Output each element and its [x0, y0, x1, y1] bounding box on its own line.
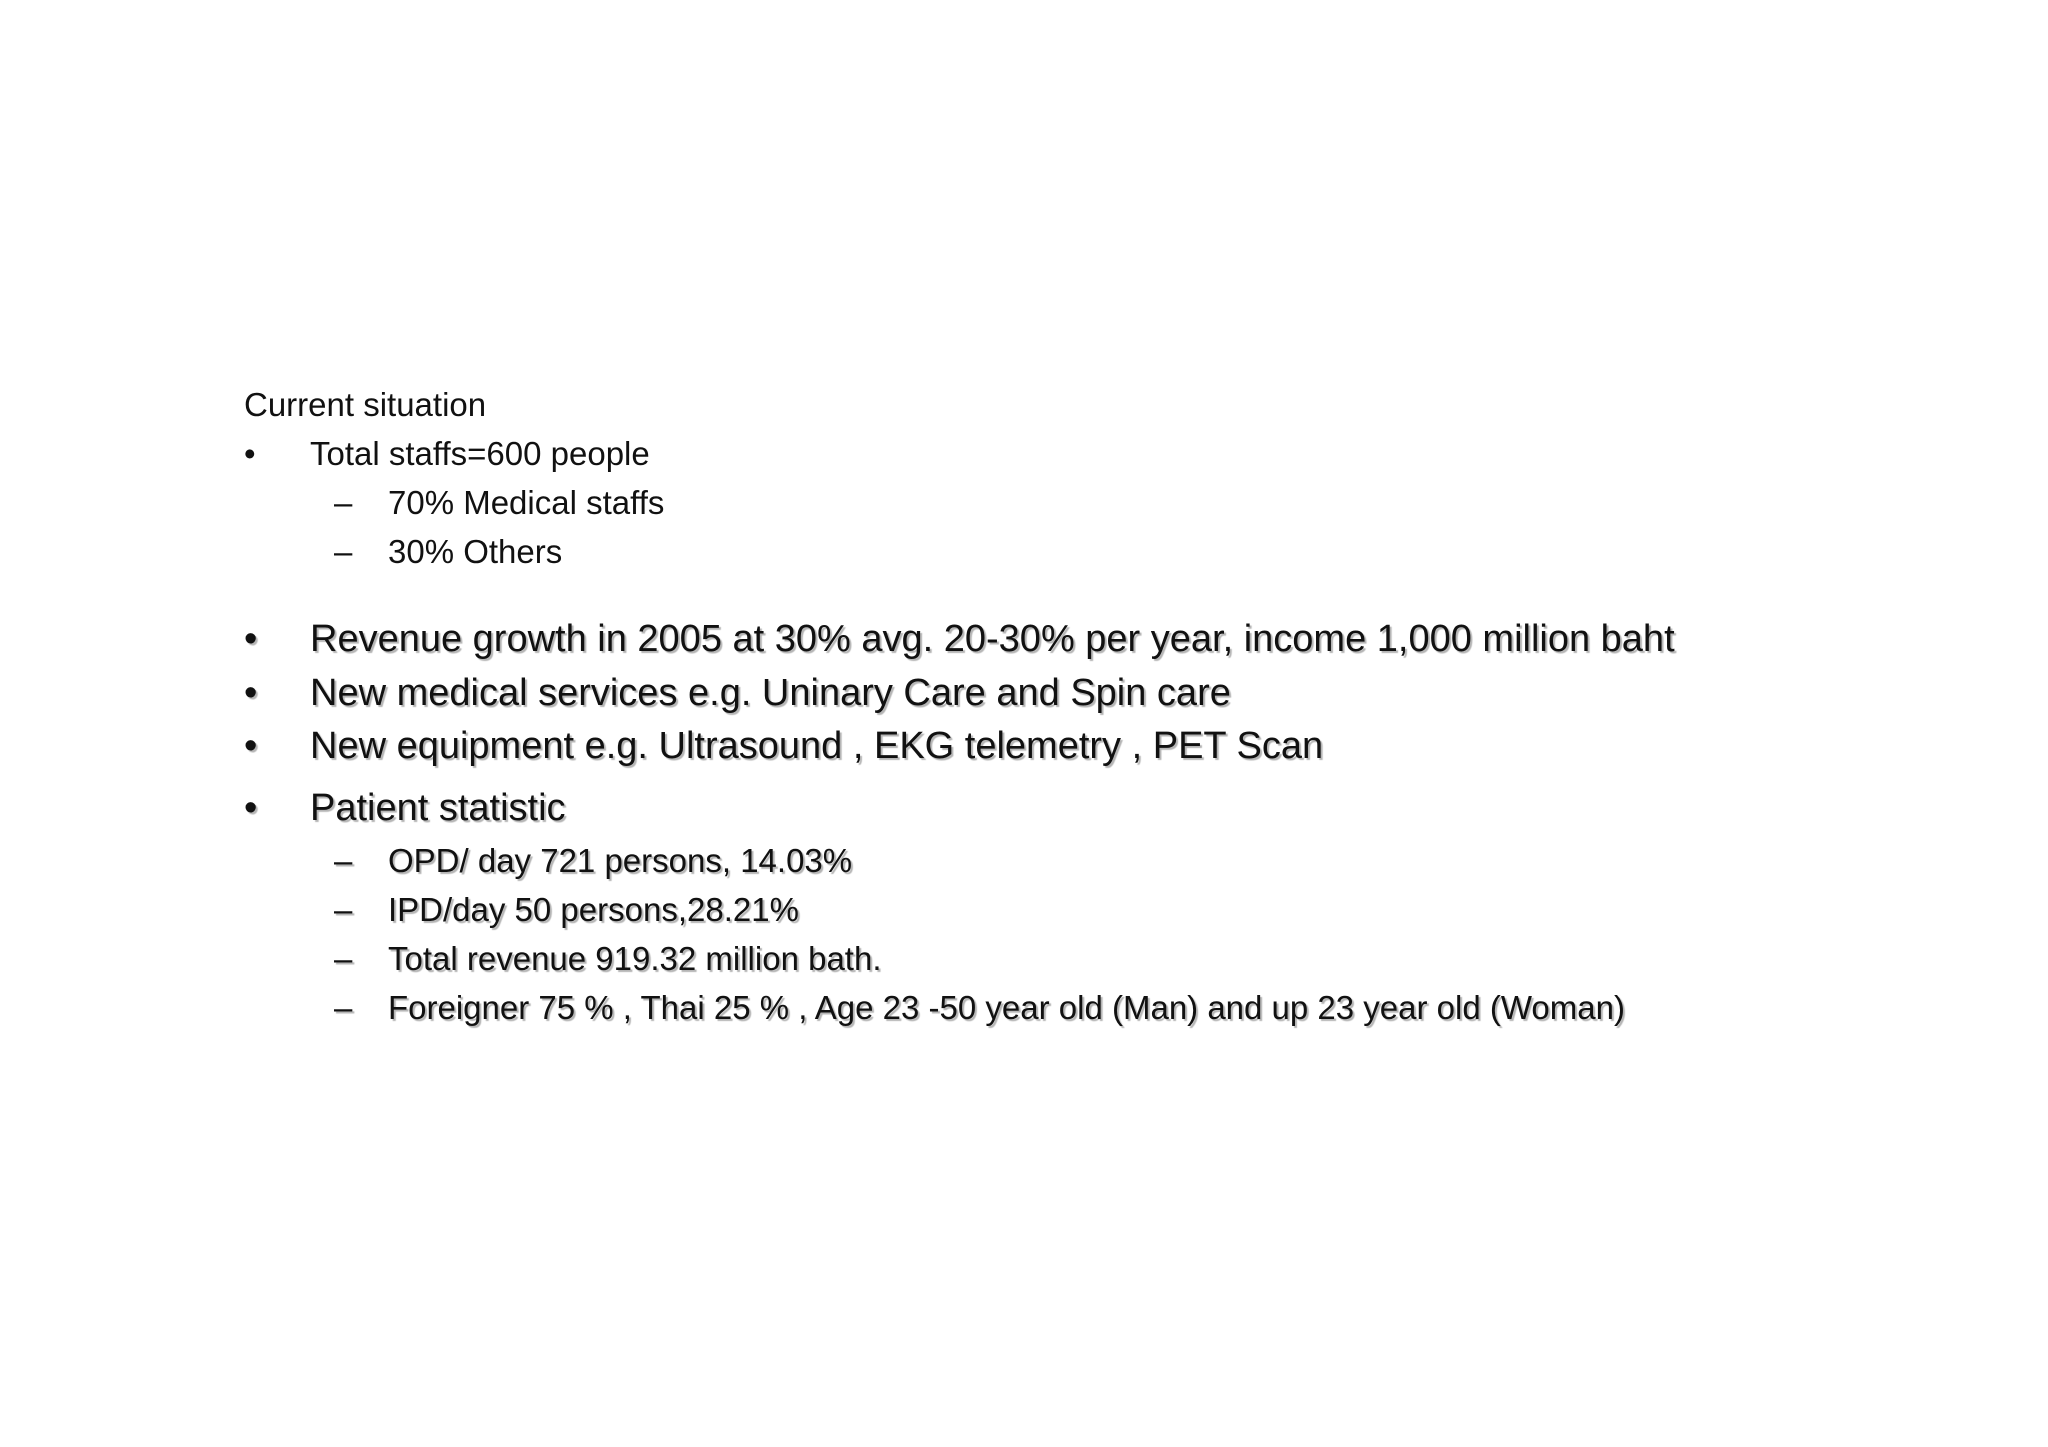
- sub-item-staff-others: [334, 535, 834, 575]
- sub-text-demographics: Foreigner 75 % , Thai 25 % , Age 23 -50 year old (Man) and up 23 year old (Woman): [388, 989, 1625, 1026]
- bullet-text-staff: Total staffs=600 people: [310, 435, 650, 472]
- bullet-marker: •: [244, 618, 258, 660]
- sub-text-opd: OPD/ day 721 persons, 14.03%: [388, 842, 853, 879]
- sub-item-ipd: [334, 893, 1734, 933]
- bullet-text-new-services: New medical services e.g. Uninary Care and Spin care: [310, 672, 1231, 714]
- bullet-text-patient-statistic: Patient statistic: [310, 787, 566, 829]
- sub-item-opd: [334, 844, 1734, 884]
- sub-text-ipd: IPD/day 50 persons,28.21%: [388, 891, 799, 928]
- dash-marker: –: [334, 891, 353, 928]
- sub-item-staff-medical: [334, 486, 834, 526]
- sub-item-total-revenue: [334, 942, 1734, 982]
- bullet-item-staff: [244, 437, 744, 477]
- bullet-marker: •: [244, 672, 258, 714]
- section-heading: Current situation: [244, 386, 487, 423]
- bullet-item-new-equipment: [244, 727, 1744, 773]
- sub-text-total-revenue: Total revenue 919.32 million bath.: [388, 940, 882, 977]
- sub-item-demographics: [334, 991, 1734, 1031]
- dash-marker: –: [334, 842, 353, 879]
- sub-text-staff-medical: 70% Medical staffs: [388, 484, 665, 521]
- dash-marker: –: [334, 484, 353, 521]
- bullet-text-new-equipment: New equipment e.g. Ultrasound , EKG telemetry , PET Scan: [310, 725, 1324, 767]
- dash-marker: –: [334, 940, 353, 977]
- bullet-marker: •: [244, 725, 258, 767]
- bullet-text-revenue-growth: Revenue growth in 2005 at 30% avg. 20-30% per year, income 1,000 million baht: [310, 618, 1675, 660]
- bullet-marker: •: [244, 787, 258, 829]
- dash-marker: –: [334, 533, 353, 570]
- sub-text-staff-others: 30% Others: [388, 533, 563, 570]
- bullet-item-patient-statistic: [244, 789, 1744, 835]
- bullet-marker: •: [244, 435, 256, 472]
- bullet-item-revenue-growth: [244, 620, 1744, 666]
- dash-marker: –: [334, 989, 353, 1026]
- bullet-item-new-services: [244, 674, 1744, 720]
